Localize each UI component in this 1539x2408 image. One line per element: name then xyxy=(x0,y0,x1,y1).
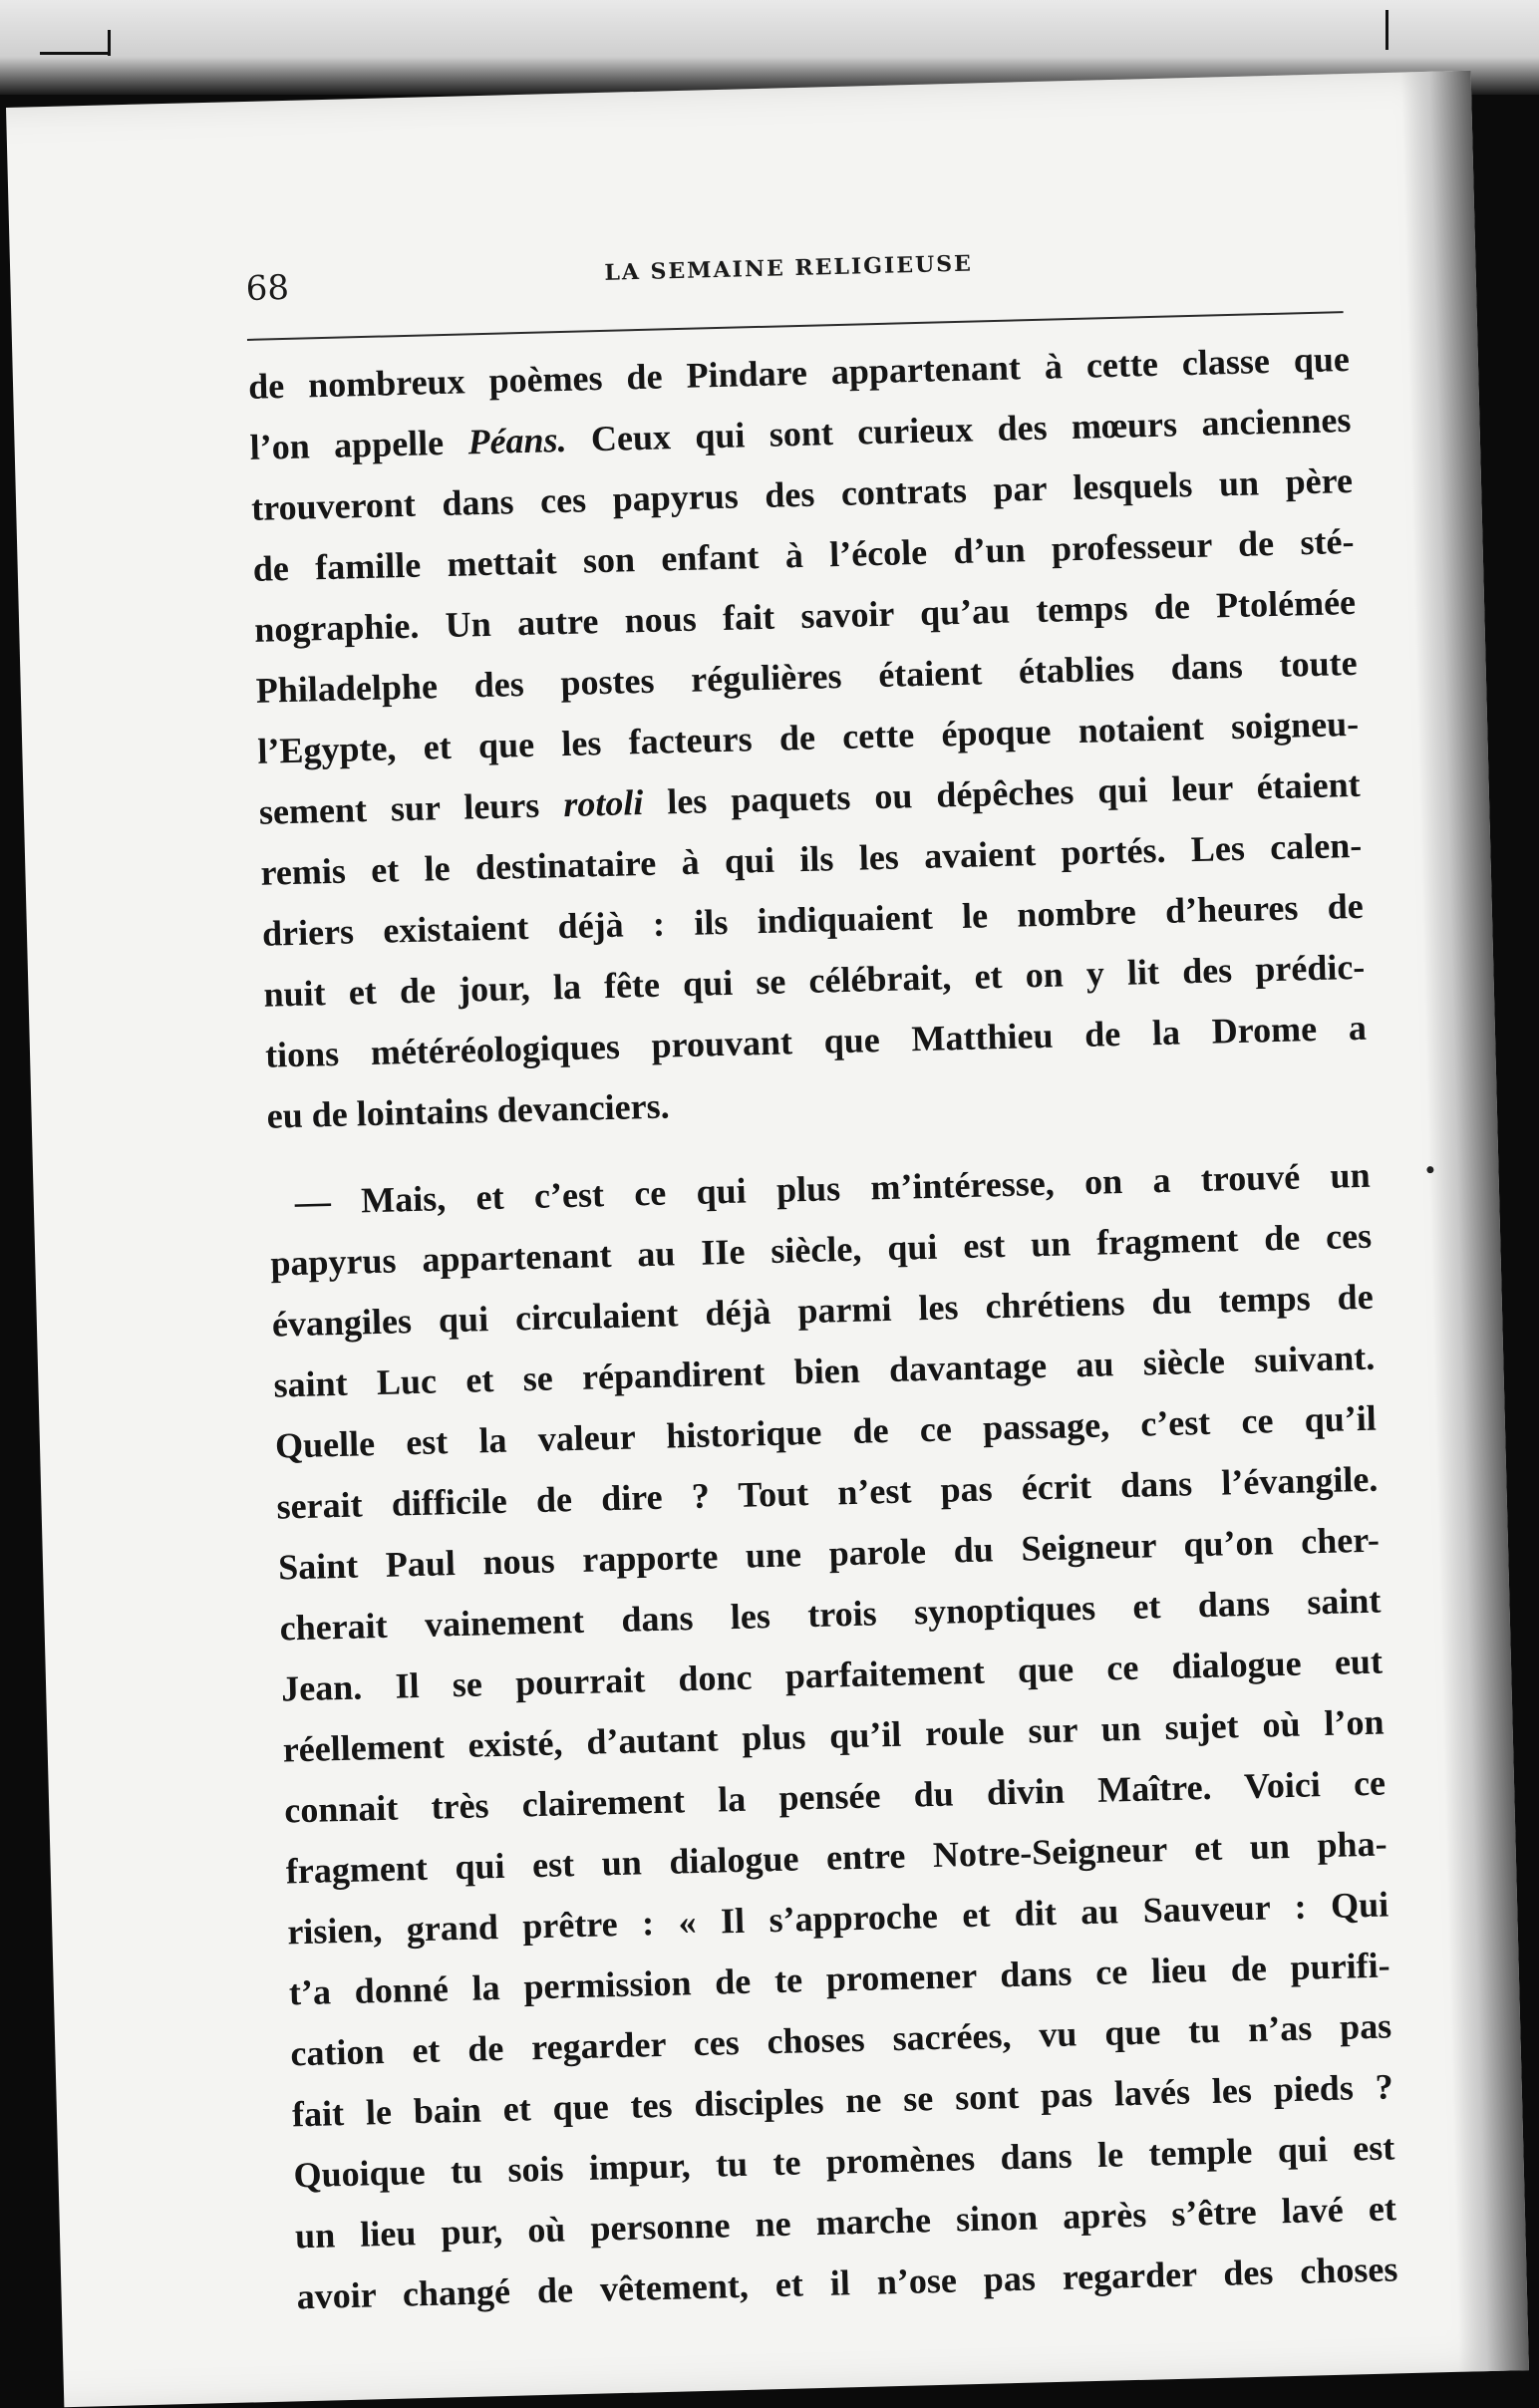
book-page xyxy=(6,71,1529,2407)
italic-term: rotoli xyxy=(562,782,644,825)
text-line: connait très clairement la pensée du divin Maître. Voici ce xyxy=(283,1762,1386,1831)
text-line: nuit et de jour, la fête qui se célébrait, et on y lit des prédic- xyxy=(263,946,1366,1015)
text-line: remis et le destinataire à qui ils les avaient portés. Les calen- xyxy=(260,824,1363,893)
text-line: cherait vainement dans les trois synoptiques et dans saint xyxy=(279,1580,1382,1649)
text-line: cation et de regarder ces choses sacrées, vu que tu n’as pas xyxy=(289,2005,1392,2074)
text-line: trouveront dans ces papyrus des contrats par lesquels un père xyxy=(250,459,1354,528)
text-line: de nombreux poèmes de Pindare appartenant à cette classe que xyxy=(247,338,1351,407)
text-segment: les paquets ou dépêches qui leur étaient xyxy=(642,763,1362,823)
text-line: avoir changé de vêtement, et il n’ose pas regarder des choses xyxy=(296,2249,1398,2317)
text-line: évangiles qui circulaient déjà parmi les chrétiens du temps de xyxy=(271,1276,1375,1345)
text-line: Jean. Il se pourrait donc parfaitement que ce dialogue eut xyxy=(280,1641,1384,1709)
text-line: de famille mettait son enfant à l’école d’un professeur de sté- xyxy=(252,520,1355,589)
text-line: Quelle est la valeur historique de ce passage, c’est ce qu’il xyxy=(274,1397,1378,1466)
running-head xyxy=(245,241,1343,309)
text-line: Quoique tu sois impur, tu te promènes dans le temple qui est xyxy=(293,2127,1395,2196)
body-text xyxy=(247,329,1398,2327)
text-segment: Ceux qui sont curieux des mœurs anciennes xyxy=(565,399,1352,459)
paragraph-2 xyxy=(268,1145,1398,2328)
text-line: — Mais, et c’est ce qui plus m’intéresse, on a trouvé un xyxy=(294,1154,1372,1223)
text-line: nographie. Un autre nous fait savoir qu’au temps de Ptolémée xyxy=(253,581,1357,650)
text-line: l’Egypte, et que les facteurs de cette époque notaient soigneu- xyxy=(256,703,1360,771)
text-line: risien, grand prêtre : « Il s’approche et dit au Sauveur : Qui xyxy=(286,1884,1389,1953)
text-line: serait difficile de dire ? Tout n’est pas écrit dans l’évangile. xyxy=(276,1458,1379,1527)
text-line: eu de lointains devanciers. xyxy=(266,1085,671,1136)
italic-term: Péans. xyxy=(467,419,568,462)
text-line: saint Luc et se répandirent bien davantage au siècle suivant. xyxy=(273,1337,1376,1405)
page-number: 68 xyxy=(245,267,290,309)
page-shadow-edge xyxy=(1401,71,1529,2372)
text-line: un lieu pur, où personne ne marche sinon après s’être lavé et xyxy=(294,2188,1397,2257)
text-line: t’a donné la permission de te promener dans ce lieu de purifi- xyxy=(288,1945,1391,2013)
text-line: driers existaient déjà : ils indiquaient le nombre d’heures de xyxy=(261,885,1365,954)
text-line: Saint Paul nous rapporte une parole du Seigneur qu’on cher- xyxy=(277,1519,1381,1588)
scan-artifact xyxy=(1385,10,1388,50)
paragraph-1 xyxy=(247,329,1369,1147)
text-line: papyrus appartenant au IIe siècle, qui est un fragment de ces xyxy=(269,1215,1373,1284)
scan-artifact xyxy=(108,30,111,56)
text-line: tions météréologiques prouvant que Matthieu de la Drome a xyxy=(264,1007,1368,1075)
text-line: fait le bain et que tes disciples ne se sont pas lavés les pieds ? xyxy=(291,2066,1394,2135)
running-title: LA SEMAINE RELIGIEUSE xyxy=(604,250,974,286)
text-segment: l’on appelle xyxy=(249,423,445,467)
text-line: réellement existé, d’autant plus qu’il roule sur un sujet où l’on xyxy=(282,1701,1385,1770)
text-line: Philadelphe des postes régulières étaient établies dans toute xyxy=(255,642,1359,711)
scan-artifact xyxy=(40,52,110,55)
text-segment: sement sur leurs xyxy=(258,784,540,832)
text-line: fragment qui est un dialogue entre Notre-Seigneur et un pha- xyxy=(285,1823,1388,1892)
